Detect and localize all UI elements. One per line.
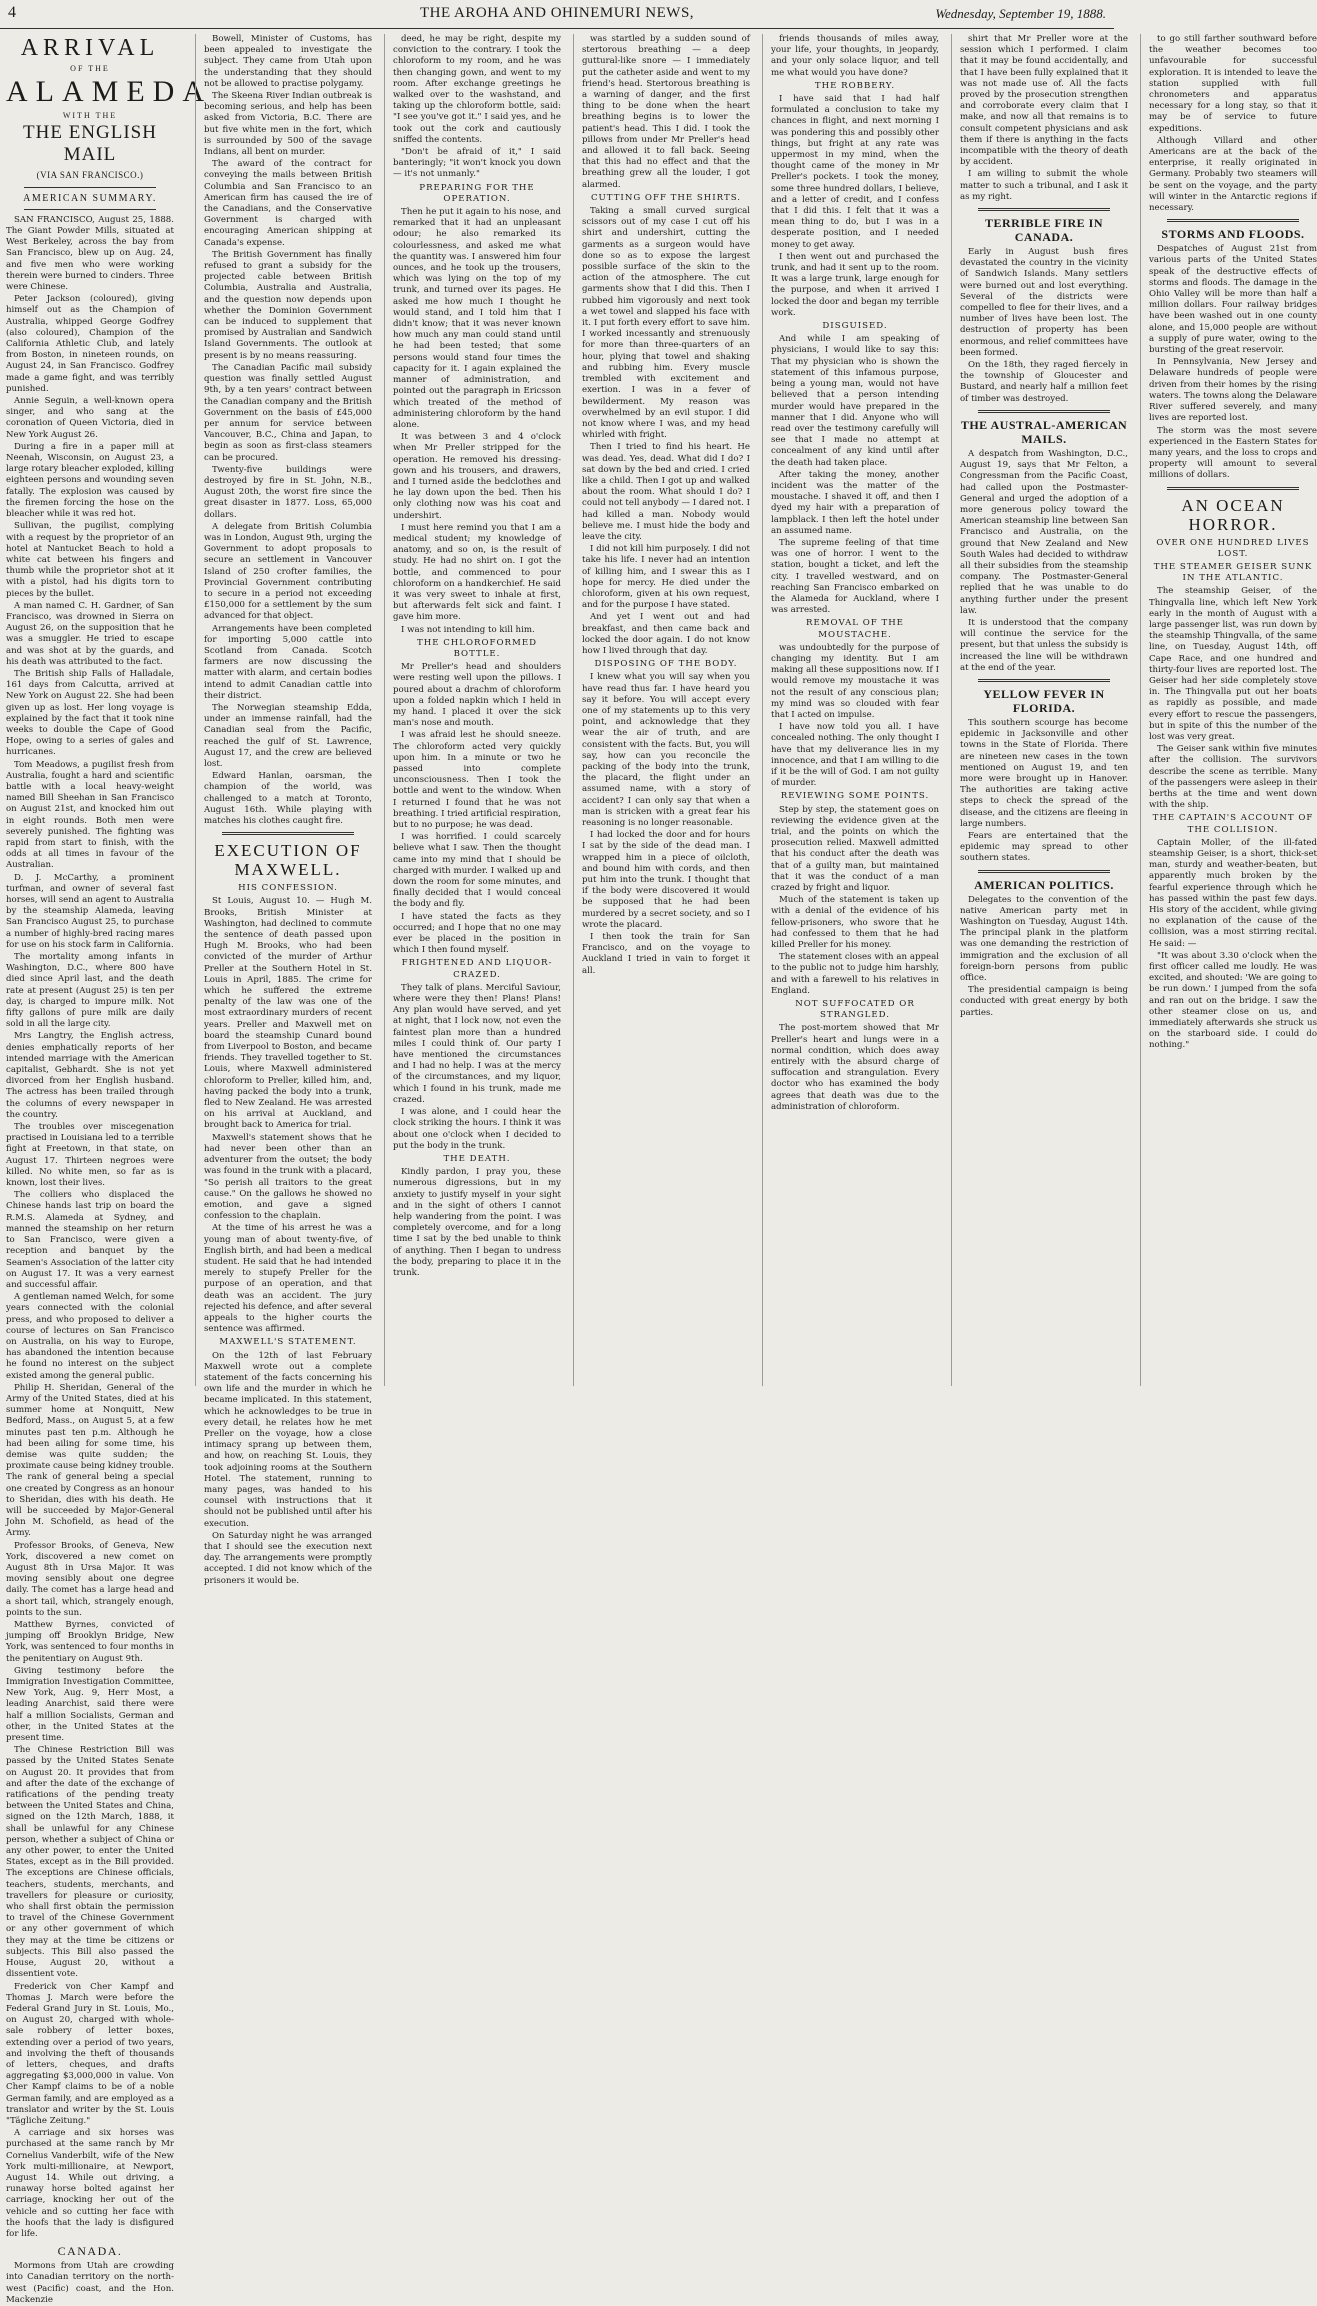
article-paragraph: Annie Seguin, a well-known opera singer, and who sang at the coronation of Queen Victoria, died in New York August 26.: [6, 396, 174, 440]
subheading: NOT SUFFOCATED OR STRANGLED.: [795, 999, 915, 1021]
subheading: OVER ONE HUNDRED LIVES LOST.: [1156, 537, 1310, 559]
article-paragraph: to go still farther southward before the weather becomes too unfavourable for successful exploration. It is intended to leave the station supplied with full chronometers and apparatus necessary for a long stay, so that it may be of service to future expeditions.: [1149, 34, 1317, 134]
column-1: [6, 34, 212, 2305]
subheading: THE CHLOROFORMED BOTTLE.: [416, 637, 537, 659]
arrival-banner: [6, 34, 212, 210]
subheading: MAXWELL'S STATEMENT.: [219, 1337, 357, 1348]
article-paragraph: The storm was the most severe experienced in the Eastern States for many years, and the loss to crops and property will amount to several millions of dollars.: [1149, 425, 1317, 481]
article-paragraph: The Skeena River Indian outbreak is becoming serious, and help has been asked from Victoria, B.C. There are but five white men in the fort, which is surrounded by 500 of the savage Indians, all bent on murder.: [204, 91, 372, 158]
major-heading: EXECUTION OF MAXWELL.: [214, 841, 362, 880]
column-2: [195, 34, 372, 1586]
via-line: (VIA SAN FRANCISCO.): [36, 170, 144, 181]
section-heading: YELLOW FEVER IN FLORIDA.: [983, 686, 1105, 715]
article-paragraph: Captain Moller, of the ill-fated steamship Geiser, is a short, thick-set man, sturdy and weather-beaten, but apparently much broken by the fearful experience through which he has passed within the past few days. His story of the accident, while giving no explanation of the cause of the collision, was a most stirring recital. He said: —: [1149, 837, 1317, 949]
article-paragraph: They talk of plans. Merciful Saviour, where were they then! Plans! Plans! Any plan would have served, and yet at night, that I lock now, not even the faintest plan more than a hundred miles I could think of. Our party I have mentioned the circumstances and I had no help. I was at the mercy of the circumstances, and my liquor, which I found in his trunk, made me crazed.: [393, 982, 561, 1105]
newspaper-title: THE AROHA AND OHINEMURI NEWS,: [419, 5, 695, 21]
article-paragraph: Sullivan, the pugilist, complying with a request by the proprietor of an hotel at Nantucket Beach to hold a white cat between his fingers and thumb while the proprietor shot at it with a pistol, had his digits torn to pieces by the bullet.: [6, 521, 174, 599]
article-paragraph: I have stated the facts as they occurred; and I hope that no one may ever be placed in the position in which I then found myself.: [393, 911, 561, 956]
subheading: THE STEAMER GEISER SUNK IN THE ATLANTIC.: [1153, 561, 1313, 584]
article-paragraph: Bowell, Minister of Customs, has been appealed to investigate the subject. They came from Utah upon the understanding that they should not be allowed to practise polygamy.: [204, 34, 372, 89]
subheading: REVIEWING SOME POINTS.: [780, 791, 930, 802]
column-5: [762, 34, 939, 1386]
article-paragraph: Then he put it again to his nose, and remarked that it had an unpleasant odour; he also remarked its colourlessness, and asked me what the quantity was. I answered him four ounces, and he took up the trousers, which was lying on the top of my trunk, and turned over its pages. He asked me how much I thought he would stand, and I told him that I didn't know; that it was never known how much any man could stand until he had been tested; that some persons would stand four times the capacity for it. I again explained the manner of administration, and pointed out the paragraph in Ericsson which treated of the method of administering chloroform by the hand alone.: [393, 207, 561, 430]
article-paragraph: Mrs Langtry, the English actress, denies emphatically reports of her intended marriage with the American capitalist, Gebhardt. She is not yet divorced from her English husband. The actress has been trailed through the columns of every newspaper in the country.: [6, 1031, 174, 1120]
article-paragraph: Step by step, the statement goes on reviewing the evidence given at the trial, and the points on which the prosecution relied. Maxwell admitted that his conduct after the death was that of a guilty man, but maintained that it was the conduct of a man crazed by fright and liquor.: [771, 804, 939, 894]
ship-name: ALAMEDA: [6, 75, 212, 109]
article-paragraph: "It was about 3.30 o'clock when the first officer called me loudly. He was excited, and shouted: 'We are going to be run down.' I jumped from the sofa and ran out on the bridge. I saw the other steamer close on us, and immediately afterwards she struck us on the starboard side. I could do nothing.": [1149, 950, 1317, 1051]
article-paragraph: was startled by a sudden sound of stertorous breathing — a deep guttural-like snore — I immediately put the catheter aside and went to my friend's head. Stertorous breathing is a warning of danger, and the first thing to be done when the heart breathing begins is to lower the patient's head. This I did. I took the pillows from under Mr Preller's head and allowed it to fall back. Seeing that this had no effect and that the breathing grew all the louder, I got alarmed.: [582, 34, 750, 190]
summary-heading: AMERICAN SUMMARY.: [23, 192, 157, 204]
article-paragraph: A man named C. H. Gardner, of San Francisco, was drowned in Sierra on August 26, on the supposition that he was a smuggler. He tried to escape and was shot at by the guards, and his death was attributed to the fact.: [6, 600, 174, 667]
column-3: [384, 34, 561, 1386]
article-paragraph: Taking a small curved surgical scissors out of my case I cut off his shirt and undershirt, cutting the garments as a surgeon would have done so as to expose the largest possible surface of the skin to the action of the atmosphere. The cut garments show that I did this. Then I rubbed him vigorously and next took a wet towel and slapped his face with it. I put forth every effort to save him. I worked incessantly and strenuously for more than three-quarters of an hour, plying that towel and shaking and rubbing him. Every muscle trembled with excitement and exertion. I was in a fever of bewilderment. My reason was overwhelmed by an evil stupor. I did not know where I was, and my head whirled with fright.: [582, 206, 750, 441]
divider-rule: [978, 870, 1110, 873]
article-paragraph: After taking the money, another incident was the matter of the moustache. I shaved it off, and then I dyed my hair with a preparation of lampblack. I then left the hotel under an assumed name.: [771, 469, 939, 536]
divider-rule: [978, 679, 1110, 682]
article-paragraph: At the time of his arrest he was a young man of about twenty-five, of English birth, and had been a medical student. He said that he had intended merely to stupefy Preller for the purpose of an operation, and that death was an accident. The jury rejected his defence, and after several appeals to the higher courts the sentence was affirmed.: [204, 1223, 372, 1335]
article-paragraph: The presidential campaign is being conducted with great energy by both parties.: [960, 985, 1128, 1018]
article-paragraph: "Don't be afraid of it," I said banteringly; "it won't knock you down — it's not unmanly.": [393, 147, 561, 180]
article-paragraph: I knew what you will say when you have read thus far. I have heard you say it before. You will accept every one of my statements up to this very point, and acknowledge that they wear the air of truth, and are consistent with the facts. But, you will say, how can you reconcile the packing of the body into the trunk, the placard, the flight under an assumed name, with a story of accident? I can only say that when a man is stricken with a great fear his reasoning is no longer reasonable.: [582, 672, 750, 829]
page-number: 4: [8, 4, 16, 21]
article-paragraph: Giving testimony before the Immigration Investigation Committee, New York, Aug. 9, Herr Most, a leading Anarchist, said there were half a million Socialists, German and other, in the United States at the present time.: [6, 1665, 174, 1744]
article-paragraph: Philip H. Sheridan, General of the Army of the United States, died at his summer home at Nonquitt, New Bedford, Mass., on August 5, at a few minutes past ten p.m. Although he had been ailing for some time, his demise was quite sudden; the proximate cause being kidney trouble. The rank of general being a special one created by Congress as an honour to Sheridan, dies with his death. He will be succeeded by Major-General John M. Schofield, as head of the Army.: [6, 1382, 174, 1539]
article-paragraph: Mr Preller's head and shoulders were resting well upon the pillows. I poured about a drachm of chloroform upon a folded napkin which I held in my hand. I placed it over the sick man's nose and mouth.: [393, 662, 561, 729]
subheading: PREPARING FOR THE OPERATION.: [419, 182, 535, 204]
article-paragraph: The mortality among infants in Washington, D.C., where 800 have died since April last, and the death rate at present (August 25) is ten per day, is charged to impure milk. Not fifty gallons of pure milk are daily sold in all the large city.: [6, 952, 174, 1030]
article-paragraph: I then went out and purchased the trunk, and had it sent up to the room. It was a large trunk, large enough for the purpose, and when it arrived I locked the door and began my terrible work.: [771, 251, 939, 318]
subheading: HIS CONFESSION.: [238, 883, 338, 894]
article-paragraph: Early in August bush fires devastated the country in the vicinity of Sandwich Islands. Many settlers were burned out and lost everything. Several of the districts were compelled to flee for their lives, and a number of lives have been lost. The destruction of property has been enormous, and relief committees have been formed.: [960, 247, 1128, 358]
major-heading: AN OCEAN HORROR.: [1181, 495, 1285, 534]
section-heading: THE AUSTRAL-AMERICAN MAILS.: [960, 417, 1128, 446]
article-paragraph: Despatches of August 21st from various parts of the United States speak of the destructive effects of storms and floods. The damage in the Ohio Valley will be more than half a million dollars. Four railway bridges have been washed out in one county alone, and 15,000 people are without a supply of pure water, owing to the bursting of the great reservoir.: [1149, 244, 1317, 356]
article-paragraph: A carriage and six horses was purchased at the same ranch by Mr Cornelius Vanderbilt, wife of the New York multi-millionaire, at Newport, August 14. While out driving, a runaway horse bolted against her carriage, knocking her out of the vehicle and so cutting her face with the hoofs that the lady is disfigured for life.: [6, 2128, 174, 2239]
article-paragraph: The colliers who displaced the Chinese hands last trip on board the R.M.S. Alameda at Sydney, and manned the steamship on her return to San Francisco, were given a reception and banquet by the Seamen's Association of the latter city on August 17. It was a very earnest and successful affair.: [6, 1190, 174, 1290]
article-paragraph: The steamship Geiser, of the Thingvalla line, which left New York early in the month of August with a large passenger list, was run down by the steamship Thingvalla, of the same line, on Tuesday, August 14th, off Cape Race, and one hundred and thirty-four lives are reported lost. The Geiser had her side completely stove in. The Thingvalla put out her boats as rapidly as possible, and made every effort to rescue the passengers, but in spite of this the number of the lost was very great.: [1149, 586, 1317, 742]
subheading: DISGUISED.: [822, 321, 888, 332]
article-paragraph: Peter Jackson (coloured), giving himself out as the Champion of Australia, whipped George Godfrey (also coloured), Champion of the California Athletic Club, and lately from Boston, in nineteen rounds, on August 24, in San Francisco. Godfrey made a game fight, and was terribly punished.: [6, 294, 174, 394]
article-paragraph: Kindly pardon, I pray you, these numerous digressions, but in my anxiety to justify myself in your sight and in the sight of others I cannot help wandering from the point. I was completely overcome, and for a long time I sat by the bed unable to think of anything. Then I began to undress the body, preparing to place it in the trunk.: [393, 1167, 561, 1278]
article-paragraph: The award of the contract for conveying the mails between British Columbia and San Francisco to an American firm has caused the ire of the Canadians, and the Conservative Government is charged with encouraging American shipping at Canada's expense.: [204, 159, 372, 248]
divider-rule: [1167, 487, 1299, 490]
article-paragraph: A delegate from British Columbia was in London, August 9th, urging the Government to adopt proposals to secure an settlement in Vancouver Island of 250 crofter families, the Provincial Government contributing to secure in a period not exceeding £150,000 for a settlement by the sum advanced for that object.: [204, 521, 372, 622]
article-paragraph: SAN FRANCISCO, August 25, 1888. The Giant Powder Mills, situated at West Berkeley, across the bay from San Francisco, blew up on Aug. 24, and five men who were working therein were burned to cinders. Three were Chinese.: [6, 214, 174, 293]
article-paragraph: Mormons from Utah are crowding into Canadian territory on the north-west (Pacific) coast, and the Hon. Mackenzie: [6, 2261, 174, 2305]
article-paragraph: The Canadian Pacific mail subsidy question was finally settled August 9th, by a ten years' contract between the Canadian company and the British Government on the basis of £45,000 per annum for service between Vancouver, B.C., China and Japan, to begin as soon as first-class steamers can be procured.: [204, 362, 372, 463]
article-paragraph: In Pennsylvania, New Jersey and Delaware hundreds of people were driven from their homes by the rising waters. The towns along the Delaware River suffered severely, and many lives are reported lost.: [1149, 357, 1317, 424]
article-paragraph: And yet I went out and had breakfast, and then came back and locked the door again. I do not know how I lived through that day.: [582, 612, 750, 656]
subheading: CUTTING OFF THE SHIRTS.: [590, 192, 742, 203]
section-heading: CANADA.: [57, 2244, 123, 2259]
column-4: [573, 34, 750, 1386]
article-paragraph: Delegates to the convention of the native American party met in Washington on Tuesday, August 14th. The principal plank in the platform was one demanding the restriction of immigration and the exclusion of all foreign-born persons from public office.: [960, 894, 1128, 984]
article-paragraph: The Geiser sank within five minutes after the collision. The survivors describe the scene as terrible. Many of the passengers were asleep in their berths at the time and went down with the ship.: [1149, 744, 1317, 811]
article-paragraph: The troubles over miscegenation practised in Louisiana led to a terrible fight at Freetown, in that state, on August 17. Thirteen negroes were killed. No white men, so far as is known, lost their lives.: [6, 1122, 174, 1189]
section-heading: STORMS AND FLOODS.: [1161, 227, 1305, 242]
subheading: THE ROBBERY.: [814, 80, 896, 91]
section-heading: AMERICAN POLITICS.: [974, 877, 1114, 892]
article-paragraph: deed, he may be right, despite my conviction to the contrary. I took the chloroform to my room, and he was then changing gown, and went to my room. After exchange greetings he walked over to the washstand, and taking up the chloroform bottle, said: "I see you've got it." I said yes, and he took out the cork and cautiously sniffed the contents.: [393, 34, 561, 145]
article-paragraph: I was not intending to kill him.: [401, 624, 535, 635]
article-paragraph: Twenty-five buildings were destroyed by fire in St. John, N.B., August 20th, the worst fire since the great disaster in 1877. Loss, 65,000 dollars.: [204, 464, 372, 520]
arrival-of: OF THE: [70, 64, 110, 73]
column-6: [951, 34, 1128, 1386]
article-paragraph: I have now told you all. I have concealed nothing. The only thought I have that my deliverance lies in my innocence, and that I am willing to die if it be the will of God. I am not guilty of murder.: [771, 722, 939, 789]
article-paragraph: I did not kill him purposely. I did not take his life. I never had an intention of killing him, and I swear this as I hope for mercy. He died under the chloroform, given at his own request, and for the purpose I have stated.: [582, 544, 750, 611]
article-paragraph: On the 12th of last February Maxwell wrote out a complete statement of the facts concerning his own life and the murder in which he became implicated. In this statement, which he acknowledges to be true in every detail, he relates how he met Preller on the voyage, how a close intimacy sprang up between them, and how, on reaching St. Louis, they took adjoining rooms at the Southern Hotel. The statement, running to many pages, was handed to his counsel with instructions that it should not be published until after his execution.: [204, 1350, 372, 1529]
article-paragraph: Fears are entertained that the epidemic may spread to other southern states.: [960, 830, 1128, 864]
columns-container: [6, 34, 1317, 2305]
article-paragraph: The supreme feeling of that time was one of horror. I went to the station, bought a ticket, and left the city. I travelled westward, and on reaching San Francisco embarked on the Alameda for Auckland, where I was arrested.: [771, 537, 939, 616]
article-paragraph: shirt that Mr Preller wore at the session which I performed. I claim that it may be found accidentally, and that I have been fully explained that it was not made use of. All the facts proved by the prosecution strengthen and corroborate every claim that I make, and now all that remains is to consult competent physicians and ask them if there is anything in the facts incompatible with the theory of death by accident.: [960, 34, 1128, 168]
divider-rule: [24, 209, 156, 210]
article-paragraph: friends thousands of miles away, your life, your thoughts, in jeopardy, and your only solace liquor, and tell me what would you have done?: [771, 34, 939, 78]
divider-rule: [978, 208, 1110, 211]
divider-rule: [978, 410, 1110, 413]
article-paragraph: I was alone, and I could hear the clock striking the hours. I think it was about one o'clock when I decided to put the body in the trunk.: [393, 1107, 561, 1151]
article-paragraph: It is understood that the company will continue the service for the present, but that unless the subsidy is increased the line will be withdrawn at the end of the year.: [960, 617, 1128, 673]
divider-rule: [24, 187, 156, 188]
article-paragraph: Matthew Byrnes, convicted of jumping off Brooklyn Bridge, New York, was sentenced to four months in the penitentiary on August 9th.: [6, 1620, 174, 1664]
arrival-with: WITH THE: [62, 111, 118, 121]
article-paragraph: The statement closes with an appeal to the public not to judge him harshly, and with a farewell to his relatives in England.: [771, 952, 939, 996]
subheading: FRIGHTENED AND LIQUOR-CRAZED.: [401, 958, 553, 980]
subheading: THE DEATH.: [443, 1153, 511, 1164]
article-paragraph: On Saturday night he was arranged that I should see the execution next day. The arrangements were promptly accepted. I did not know which of the prisoners it would be.: [204, 1530, 372, 1586]
article-paragraph: Edward Hanlan, oarsman, the champion of the world, was challenged to a match at Toronto, August 16th. While playing with matches his clothes caught fire.: [204, 771, 372, 827]
subheading: THE CAPTAIN'S ACCOUNT OF THE COLLISION.: [1152, 813, 1314, 835]
article-paragraph: I was afraid lest he should sneeze. The chloroform acted very quickly upon him. In a minute or two he passed into complete unconsciousness. Then I took the bottle and went to the window. When I returned I found that he was not breathing. I tried artificial respiration, but to no purpose; he was dead.: [393, 730, 561, 831]
article-paragraph: was undoubtedly for the purpose of changing my identity. But I am making all these suppositions now. If I would remove my moustache it was not the result of any conscious plan; my mind was so clouded with fear that I acted on impulse.: [771, 642, 939, 720]
article-paragraph: Although Villard and other Americans are at the back of the enterprise, it really originated in Germany. Probably two steamers will be sent on the voyage, and the party will winter in the Antarctic regions if necessary.: [1149, 135, 1317, 214]
article-paragraph: I then took the train for San Francisco, and on the voyage to Auckland I tried in vain to forget it all.: [582, 932, 750, 976]
subheading: DISPOSING OF THE BODY.: [594, 659, 738, 670]
article-paragraph: The Norwegian steamship Edda, under an immense rainfall, had the Canadian seal from the Pacific, reached the gulf of St. Lawrence, August 17, and the crew are believed lost.: [204, 702, 372, 769]
article-paragraph: Maxwell's statement shows that he had never been other than an adventurer from the outset; the body was found in the trunk with a placard, "So perish all traitors to the great cause." On the gallows he showed no emotion, and gave a signed confession to the chaplain.: [204, 1132, 372, 1222]
article-paragraph: I was horrified. I could scarcely believe what I saw. Then the thought came into my mind that I should be charged with murder. I walked up and down the room for some minutes, and finally decided that I would conceal the body and fly.: [393, 832, 561, 910]
article-paragraph: Professor Brooks, of Geneva, New York, discovered a new comet on August 8th in Ursa Major. It was moving sensibly about one degree daily. The comet has a large head and a short tail, which, strangely enough, points to the sun.: [6, 1540, 174, 1618]
article-paragraph: The British Government has finally refused to grant a subsidy for the projected cable between British Columbia, Australia and Australia, and the question now depends upon whether the Dominion Government can be induced to supplement that promised by Australian and Sandwich Island Governments. The outlook at present is by no means reassuring.: [204, 249, 372, 361]
article-paragraph: I am willing to submit the whole matter to such a tribunal, and I ask it as my right.: [960, 169, 1128, 202]
article-paragraph: I had locked the door and for hours I sat by the side of the dead man. I wrapped him in a piece of oilcloth, and bound him with cords, and then put him into the trunk. I thought that if the body were discovered it would be supposed that he had been murdered by a secret society, and so I wrote the placard.: [582, 830, 750, 930]
article-paragraph: I have said that I had half formulated a conclusion to take my chances in flight, and next morning I was pondering this and possibly other things, but fright at any rate was uppermost in my mind, when the thought came of the money in Mr Preller's pockets. I took the money, some three hundred dollars, I believe, and a letter of credit, and I confess that I did this. I felt that it was a mean thing to do, but I was in a desperate position, and I needed money to get away.: [771, 94, 939, 250]
issue-date: Wednesday, September 19, 1888.: [935, 6, 1106, 21]
divider-rule: [1167, 219, 1299, 222]
article-paragraph: A despatch from Washington, D.C., August 19, says that Mr Felton, a Congressman from the Pacific Coast, had called upon the Postmaster-General and urged the adoption of a more generous policy toward the American steamship line between San Francisco and Australia, on the ground that New Zealand and New South Wales had decided to withdraw all their subsidies from the steamship company. The Postmaster-General replied that he was unable to do anything further under the present law.: [960, 448, 1128, 616]
article-paragraph: D. J. McCarthy, a prominent turfman, and owner of several fast horses, will send an agent to Australia by the steamship Alameda, leaving San Francisco August 25, to purchase a number of highly-bred racing mares for use on his stock farm in California.: [6, 872, 174, 950]
arrival-title: ARRIVAL: [20, 35, 160, 61]
article-paragraph: The Chinese Restriction Bill was passed by the United States Senate on August 20. It provides that from and after the date of the exchange of ratifications of the pending treaty between the United States and China, signed on the 12th March, 1888, it shall be unlawful for any Chinese person, whether a subject of China or any other power, to enter the United States, except as in the Bill provided. The exceptions are Chinese officials, teachers, students, merchants, and travellers for pleasure or curiosity, who shall first obtain the permission to travel of the Chinese Government or any other government of which they may at the time be citizens or subjects. This Bill also passed the House, August 20, without a dissentient vote.: [6, 1745, 174, 1980]
article-paragraph: St Louis, August 10. — Hugh M. Brooks, British Minister at Washington, had declined to commute the sentence of death passed upon Hugh M. Brooks, who had been convicted of the murder of Arthur Preller at the Southern Hotel in St. Louis in April, 1885. The crime for which he suffered the extreme penalty of the law was one of the most extraordinary murders of recent years. Preller and Maxwell met on board the steamship Cunard bound from Liverpool to Boston, and became friends. They travelled together to St. Louis, where Maxwell administered chloroform to Preller, killed him, and, having packed the body into a trunk, fled to New Zealand. He was arrested on his arrival at Auckland, and brought back to America for trial.: [204, 896, 372, 1131]
article-paragraph: Arrangements have been completed for importing 5,000 cattle into Scotland from Canada. Scotch farmers are now discussing the matter with alarm, and certain bodies intend to admit Canadian cattle into their district.: [204, 623, 372, 701]
article-paragraph: Frederick von Cher Kampf and Thomas J. March were before the Federal Grand Jury in St. Louis, Mo., on August 20, charged with whole-sale robbery of letter boxes, extending over a period of two years, and involving the theft of thousands of letters, cheques, and drafts aggregating $3,000,000 in value. Von Cher Kampf claims to be of a noble German family, and are employed as a translator and writer by the St. Louis "Tägliche Zeitung.": [6, 1981, 174, 2126]
article-paragraph: I must here remind you that I am a medical student; my knowledge of anatomy, and so on, is the result of study. He had no shirt on. I got the bottle, and commenced to pour chloroform on a handkerchief. He said it was very sweet to inhale at first, but afterwards felt sick and faint. I gave him more.: [393, 522, 561, 623]
article-paragraph: This southern scourge has become epidemic in Jacksonville and other towns in the State of Florida. There are nineteen new cases in the town mentioned on August 19, and ten more were brought up in Hanover. The authorities are taking active steps to check the spread of the disease, and the citizens are fleeing in large numbers.: [960, 717, 1128, 829]
article-paragraph: Much of the statement is taken up with a denial of the evidence of his fellow-prisoners, who swore that he had confessed to them that he had killed Preller for his money.: [771, 895, 939, 951]
article-paragraph: Tom Meadows, a pugilist fresh from Australia, fought a hard and scientific battle with a local heavy-weight named Bill Sheehan in San Francisco on August 21st, and knocked him out in eight rounds. Both men were severely punished. The fighting was rapid from start to finish, with the odds at all times in favour of the Australian.: [6, 759, 174, 871]
article-paragraph: A gentleman named Welch, for some years connected with the colonial press, and who proposed to deliver a course of lectures on San Francisco on Australia, on his way to Europe, has abandoned the intention because he found no interest on the subject existed among the general public.: [6, 1292, 174, 1381]
column-7: [1140, 34, 1317, 1386]
article-paragraph: It was between 3 and 4 o'clock when Mr Preller stripped for the operation. He removed his dressing-gown and his trousers, and drawers, and I turned aside the bedclothes and he lay down upon the bed. Then his only clothing now was his coat and undershirt.: [393, 432, 561, 521]
article-paragraph: During a fire in a paper mill at Neenah, Wisconsin, on August 23, a large rotary bleacher exploded, killing eighteen persons and wounding seven fatally. The explosion was caused by the firemen forcing the hose on the bleacher while it was red hot.: [6, 441, 174, 520]
article-paragraph: On the 18th, they raged fiercely in the township of Gloucester and Bustard, and nearly half a million feet of timber was destroyed.: [960, 360, 1128, 404]
article-paragraph: And while I am speaking of physicians, I would like to say this: That my physician who is shown the statement of this infamous purpose, being a young man, would not have believed that a person intending murder would have prepared in the manner that I did. Anyone who will read over the testimony carefully will see that I made no attempt at concealment of any kind until after the death had taken place.: [771, 334, 939, 468]
divider-rule: [222, 832, 354, 835]
subheading: REMOVAL OF THE MOUSTACHE.: [806, 618, 904, 640]
mail-title: THE ENGLISH MAIL: [23, 122, 157, 166]
article-paragraph: The post-mortem showed that Mr Preller's heart and lungs were in a normal condition, which does away entirely with the absurd charge of suffocation and strangulation. Every doctor who has examined the body agrees that death was due to the administration of chloroform.: [771, 1023, 939, 1112]
masthead: [0, 0, 1114, 29]
section-heading: TERRIBLE FIRE IN CANADA.: [984, 216, 1104, 245]
article-paragraph: The British ship Falls of Halladale, 161 days from Calcutta, arrived at New York on August 22. She had been given up as lost. Her long voyage is explained by the fact that it took nine weeks to double the Cape of Good Hope, owing to a series of gales and hurricanes.: [6, 668, 174, 758]
article-paragraph: Then I tried to find his heart. He was dead. Yes, dead. What did I do? I sat down by the bed and cried. I cried like a child. Then I got up and walked about the room. What should I do? I could not tell anybody — I dared not. I had killed a man. Nobody would believe me. I must hide the body and leave the city.: [582, 442, 750, 542]
